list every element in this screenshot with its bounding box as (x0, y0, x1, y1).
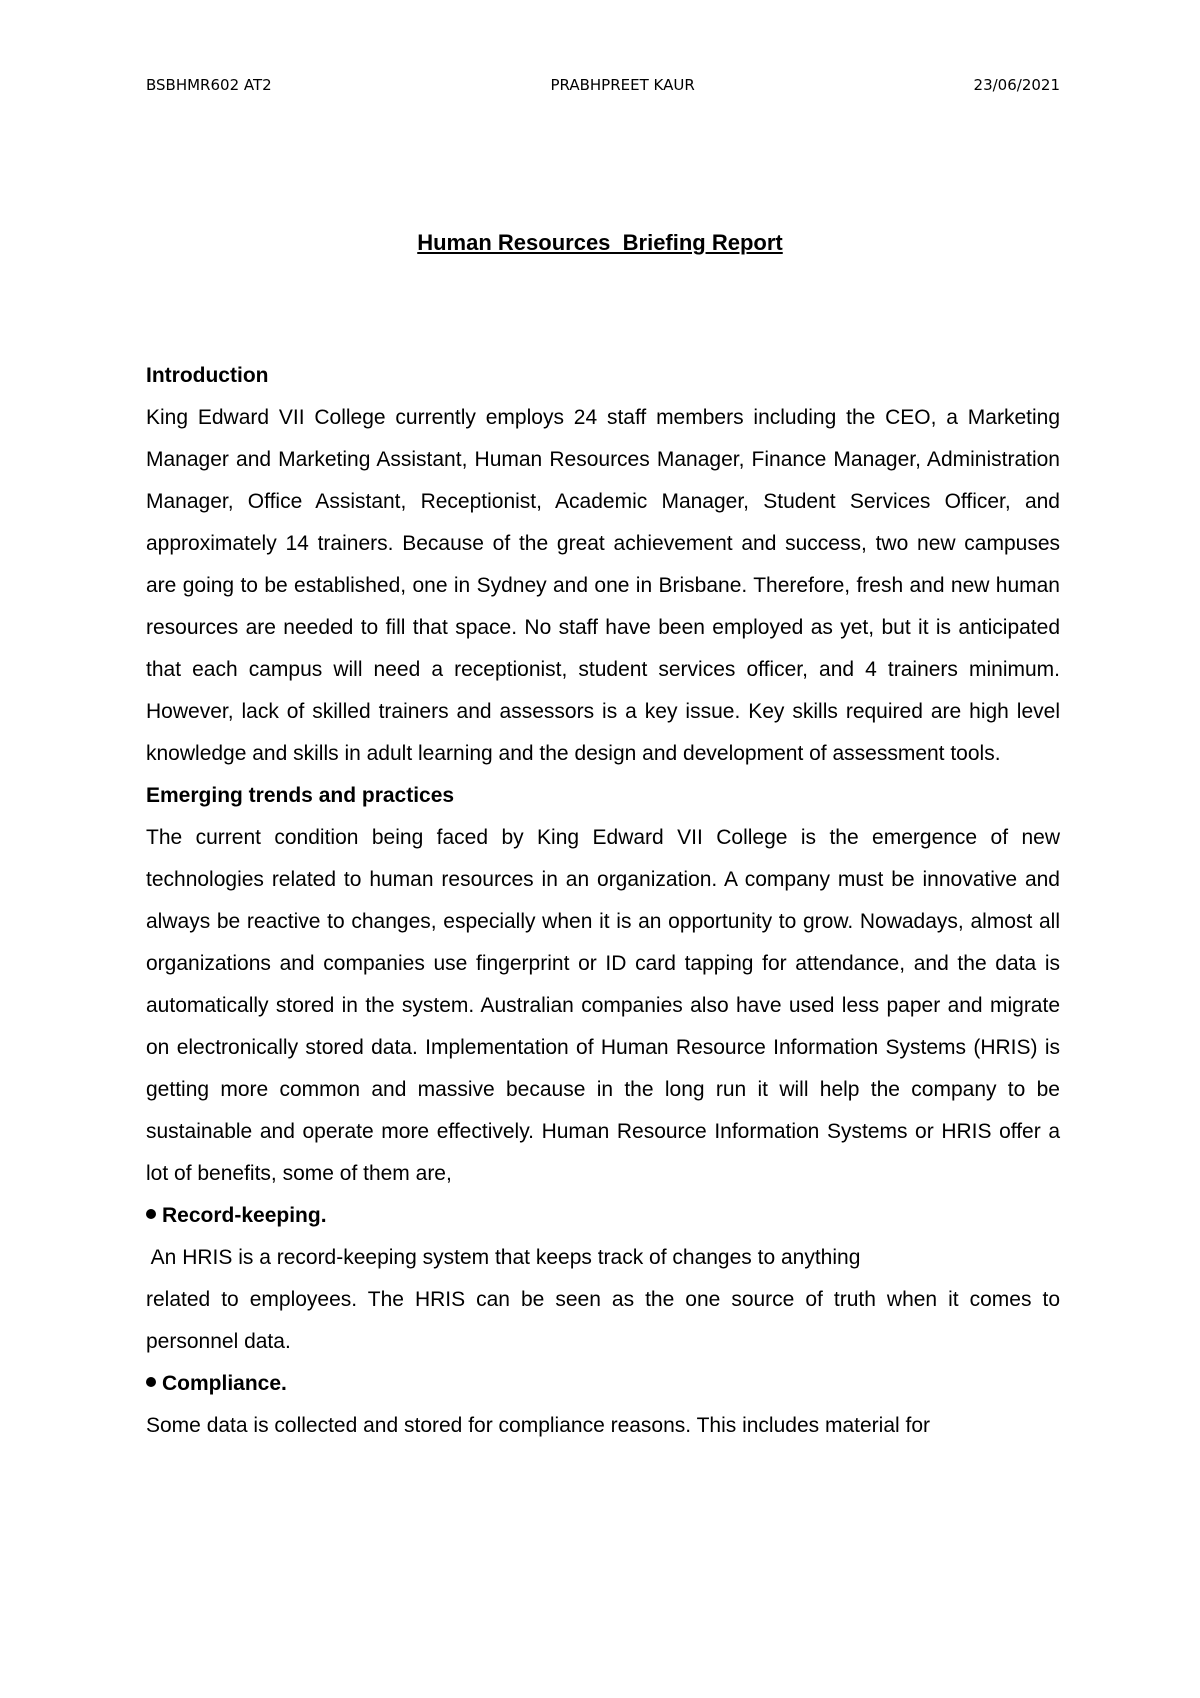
compliance-bullet (146, 1363, 1060, 1405)
report-body (146, 355, 1060, 1447)
bullet-icon (146, 1377, 156, 1387)
report-title: Human Resources Briefing Report (417, 230, 783, 255)
compliance-heading: Compliance. (162, 1372, 287, 1395)
report-date: 23/06/2021 (973, 76, 1060, 94)
record-keeping-line1: An HRIS is a record-keeping system that keeps track of changes to anything (146, 1246, 861, 1269)
introduction-paragraph: King Edward VII College currently employs 24 staff members including the CEO, a Marketing Manager and Marketing Assistant, Human Resources Manager, Finance Manager, Administration Manager, Office Assistant, Receptionist, Academic Manager, Student Services Officer, and approximately 14 trainers. Because of the great achievement and success, two new campuses are going to be established, one in Sydney and one in Brisbane. Therefore, fresh and new human resources are needed to fill that space. No staff have been employed as yet, but it is anticipated that each campus will need a receptionist, student services officer, and 4 trainers minimum. However, lack of skilled trainers and assessors is a key issue. Key skills required are high level knowledge and skills in adult learning and the design and development of assessment tools. (146, 406, 1060, 765)
trends-heading: Emerging trends and practices (146, 784, 455, 807)
bullet-icon (146, 1209, 156, 1219)
course-code: BSBHMR602 AT2 (146, 76, 272, 94)
page-header (146, 76, 1060, 94)
trends-paragraph: The current condition being faced by King Edward VII College is the emergence of new technologies related to human resources in an organization. A company must be innovative and always be reactive to changes, especially when it is an opportunity to grow. Nowadays, almost all organizations and companies use fingerprint or ID card tapping for attendance, and the data is automatically stored in the system. Australian companies also have used less paper and migrate on electronically stored data. Implementation of Human Resource Information Systems (HRIS) is getting more common and massive because in the long run it will help the company to be sustainable and operate more effectively. Human Resource Information Systems or HRIS offer a lot of benefits, some of them are, (146, 826, 1060, 1185)
author-name: PRABHPREET KAUR (550, 76, 695, 94)
record-keeping-heading: Record-keeping. (162, 1204, 327, 1227)
introduction-heading: Introduction (146, 364, 269, 387)
compliance-paragraph: Some data is collected and stored for compliance reasons. This includes material for (146, 1414, 931, 1437)
record-keeping-bullet (146, 1195, 1060, 1237)
record-keeping-paragraph: related to employees. The HRIS can be seen as the one source of truth when it comes to personnel data. (146, 1288, 1060, 1353)
